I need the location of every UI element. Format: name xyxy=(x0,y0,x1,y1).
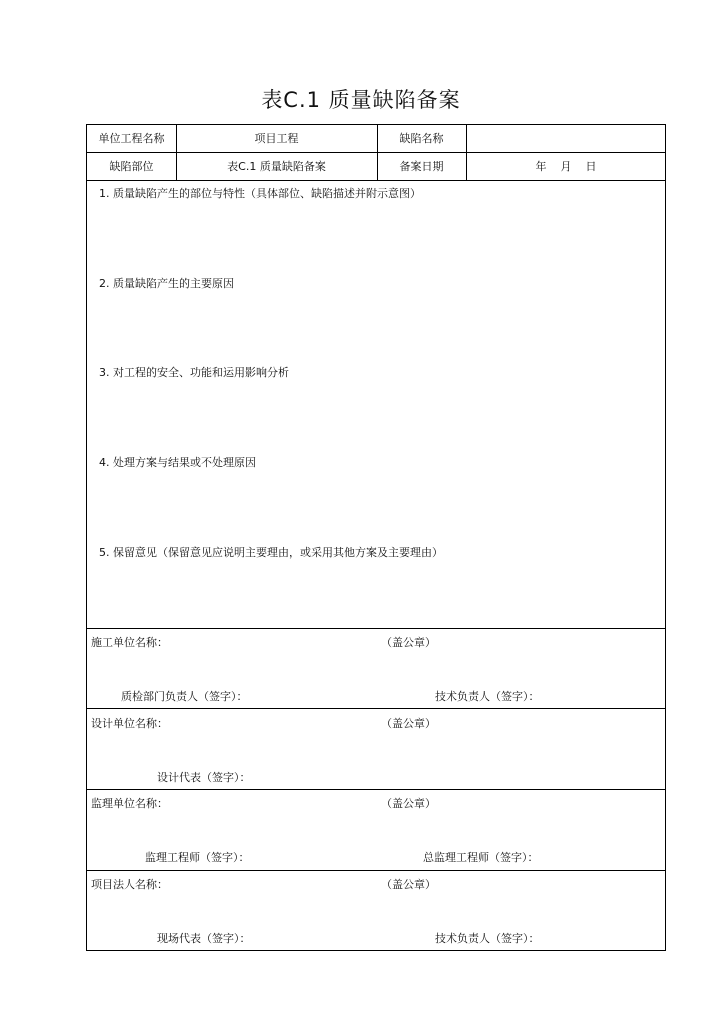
supervision-unit-name-label: 监理单位名称： xyxy=(91,797,168,810)
design-representative-signature: 设计代表（签字）： xyxy=(157,771,251,784)
section-4-treatment-plan: 4. 处理方案与结果或不处理原因 xyxy=(99,456,256,469)
design-unit-name-label: 设计单位名称： xyxy=(91,717,168,730)
record-date-value[interactable]: 年 月 日 xyxy=(535,160,597,173)
row-divider xyxy=(87,870,665,871)
unit-project-name-value[interactable]: 项目工程 xyxy=(254,132,299,145)
technical-lead-signature: 技术负责人（签字）： xyxy=(435,690,540,703)
owner-technical-lead-signature: 技术负责人（签字）： xyxy=(435,932,540,945)
section-3-impact-analysis: 3. 对工程的安全、功能和运用影响分析 xyxy=(99,366,289,379)
defect-location-label: 缺陷部位 xyxy=(109,160,154,173)
section-5-reserved-opinion: 5. 保留意见（保留意见应说明主要理由，或采用其他方案及主要理由） xyxy=(99,546,443,559)
page-title: 表C.1 质量缺陷备案 xyxy=(261,88,461,112)
project-owner-name-label: 项目法人名称： xyxy=(91,878,168,891)
defect-location-value[interactable]: 表C.1 质量缺陷备案 xyxy=(227,160,326,173)
construction-unit-name-label: 施工单位名称： xyxy=(91,636,168,649)
row-divider xyxy=(87,789,665,790)
section-1-defect-location-and-characteristics: 1. 质量缺陷产生的部位与特性（具体部位、缺陷描述并附示意图） xyxy=(99,187,421,200)
defect-name-label: 缺陷名称 xyxy=(399,132,444,145)
row-divider xyxy=(87,180,665,181)
quality-dept-head-signature: 质检部门负责人（签字）： xyxy=(121,690,248,703)
defect-record-form xyxy=(86,124,666,951)
row-divider xyxy=(87,708,665,709)
chief-supervising-engineer-signature: 总监理工程师（签字）： xyxy=(423,851,539,864)
unit-project-name-label: 单位工程名称 xyxy=(98,132,165,145)
construction-unit-seal: （盖公章） xyxy=(381,636,436,649)
section-2-defect-cause: 2. 质量缺陷产生的主要原因 xyxy=(99,277,234,290)
design-unit-seal: （盖公章） xyxy=(381,717,436,730)
site-representative-signature: 现场代表（签字）： xyxy=(157,932,251,945)
record-date-label: 备案日期 xyxy=(399,160,444,173)
supervising-engineer-signature: 监理工程师（签字）： xyxy=(145,851,250,864)
defect-name-value[interactable] xyxy=(466,125,666,152)
project-owner-seal: （盖公章） xyxy=(381,878,436,891)
supervision-unit-seal: （盖公章） xyxy=(381,797,436,810)
row-divider xyxy=(87,628,665,629)
